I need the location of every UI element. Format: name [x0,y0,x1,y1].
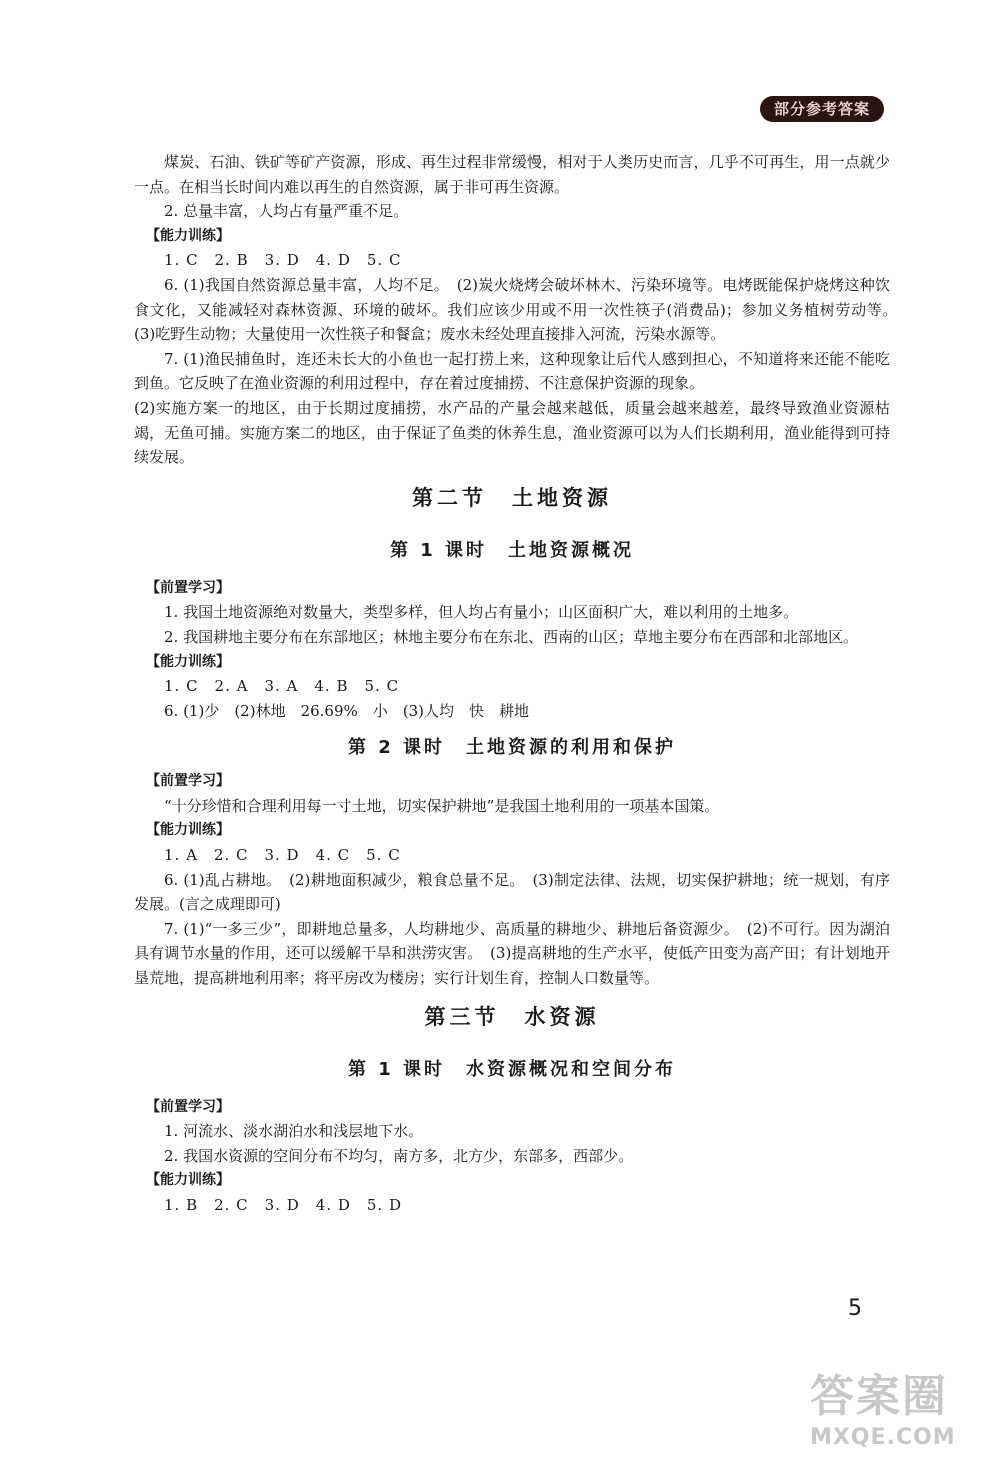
pre-study-label: 【前置学习】 [146,1098,230,1115]
lesson-title-land-overview: 第 1 课时 土地资源概况 [389,539,635,561]
intro-answer-2: 2. 总量丰富，人均占有量严重不足。 [164,202,409,221]
ability-training-label: 【能力训练】 [146,653,230,670]
pre-study-answer-2: 2. 我国水资源的空间分布不均匀，南方多，北方少，东部多，西部少。 [164,1146,634,1165]
question-6-answer: 6. (1)乱占耕地。 (2)耕地面积减少，粮食总量不足。 (3)制定法律、法规，切实保护耕地；统一规划，有序发展。(言之成理即可) [134,870,890,914]
choice-answers: 1. A 2. C 3. D 4. C 5. C [164,846,401,865]
lesson-title-water-overview: 第 1 课时 水资源概况和空间分布 [347,1058,677,1080]
watermark-url: MXQE.COM [810,1425,956,1450]
question-7-answer: 7. (1)“一多三少”，即耕地总量多，人均耕地少、高质量的耕地少、耕地后备资源少。 (2)不可行。因为湖泊具有调节水量的作用，还可以缓解干旱和洪涝灾害。 (3)提高耕地的生产水平，使低产田变为高产田；有计划地开垦荒地，提高耕地利用率；将平房改为楼房；实行计划生育，控制人口数量等。 [134,919,890,988]
question-7-answer-part2: (2)实施方案一的地区，由于长期过度捕捞，水产品的产量会越来越低，质量会越来越差，最终导致渔业资源枯竭，无鱼可捕。实施方案二的地区，由于保证了鱼类的休养生息，渔业资源可以为人们长期利用，渔业能得到可持续发展。 [134,398,890,467]
choice-answers: 1. C 2. B 3. D 4. D 5. C [164,251,402,270]
ability-training-label: 【能力训练】 [146,822,230,839]
question-6-answer: 6. (1)我国自然资源总量丰富，人均不足。 (2)炭火烧烤会破坏林木、污染环境等。电烤既能保护烧烤这种饮食文化，又能减轻对森林资源、环境的破坏。我们应该少用或不用一次性筷子(消费品)；参加义务植树劳动等。 (3)吃野生动物；大量使用一次性筷子和餐盒；废水未经处理直接排入河流，污染水源等。 [134,275,906,344]
page-number: 5 [848,1296,862,1321]
pre-study-answer-1: “十分珍惜和合理利用每一寸土地，切实保护耕地”是我国土地利用的一项基本国策。 [164,796,720,815]
pre-study-answer-1: 1. 河流水、淡水湖泊水和浅层地下水。 [164,1122,424,1141]
choice-answers: 1. C 2. A 3. A 4. B 5. C [164,677,400,696]
pre-study-answer-2: 2. 我国耕地主要分布在东部地区；林地主要分布在东北、西南的山区；草地主要分布在西部和北部地区。 [164,627,859,646]
answer-section-badge: 部分参考答案 [760,96,884,122]
section-title-water-resources: 第三节 水资源 [424,1004,600,1029]
intro-paragraph: 煤炭、石油、铁矿等矿产资源，形成、再生过程非常缓慢，相对于人类历史而言，几乎不可再生，用一点就少一点。在相当长时间内难以再生的自然资源，属于非可再生资源。 [134,153,890,196]
question-7-answer-part1: 7. (1)渔民捕鱼时，连还未长大的小鱼也一起打捞上来，这种现象让后代人感到担心，不知道将来还能不能吃到鱼。它反映了在渔业资源的利用过程中，存在着过度捕捞、不注意保护资源的现象。 [134,349,890,393]
lesson-title-land-use-protection: 第 2 课时 土地资源的利用和保护 [347,737,677,759]
ability-training-label: 【能力训练】 [146,227,230,244]
page-content [134,150,906,1218]
pre-study-label: 【前置学习】 [146,773,230,790]
watermark-logo-text: 答案圈 [810,1371,948,1422]
choice-answers: 1. B 2. C 3. D 4. D 5. D [164,1196,402,1214]
question-6-answer: 6. (1)少 (2)林地 26.69% 小 (3)人均 快 耕地 [164,701,530,720]
pre-study-answer-1: 1. 我国土地资源绝对数量大，类型多样，但人均占有量小；山区面积广大，难以利用的土地多。 [164,603,799,622]
pre-study-label: 【前置学习】 [146,579,230,596]
watermark-logo [810,1370,990,1462]
section-title-land-resources: 第二节 土地资源 [412,485,612,510]
ability-training-label: 【能力训练】 [146,1172,230,1189]
